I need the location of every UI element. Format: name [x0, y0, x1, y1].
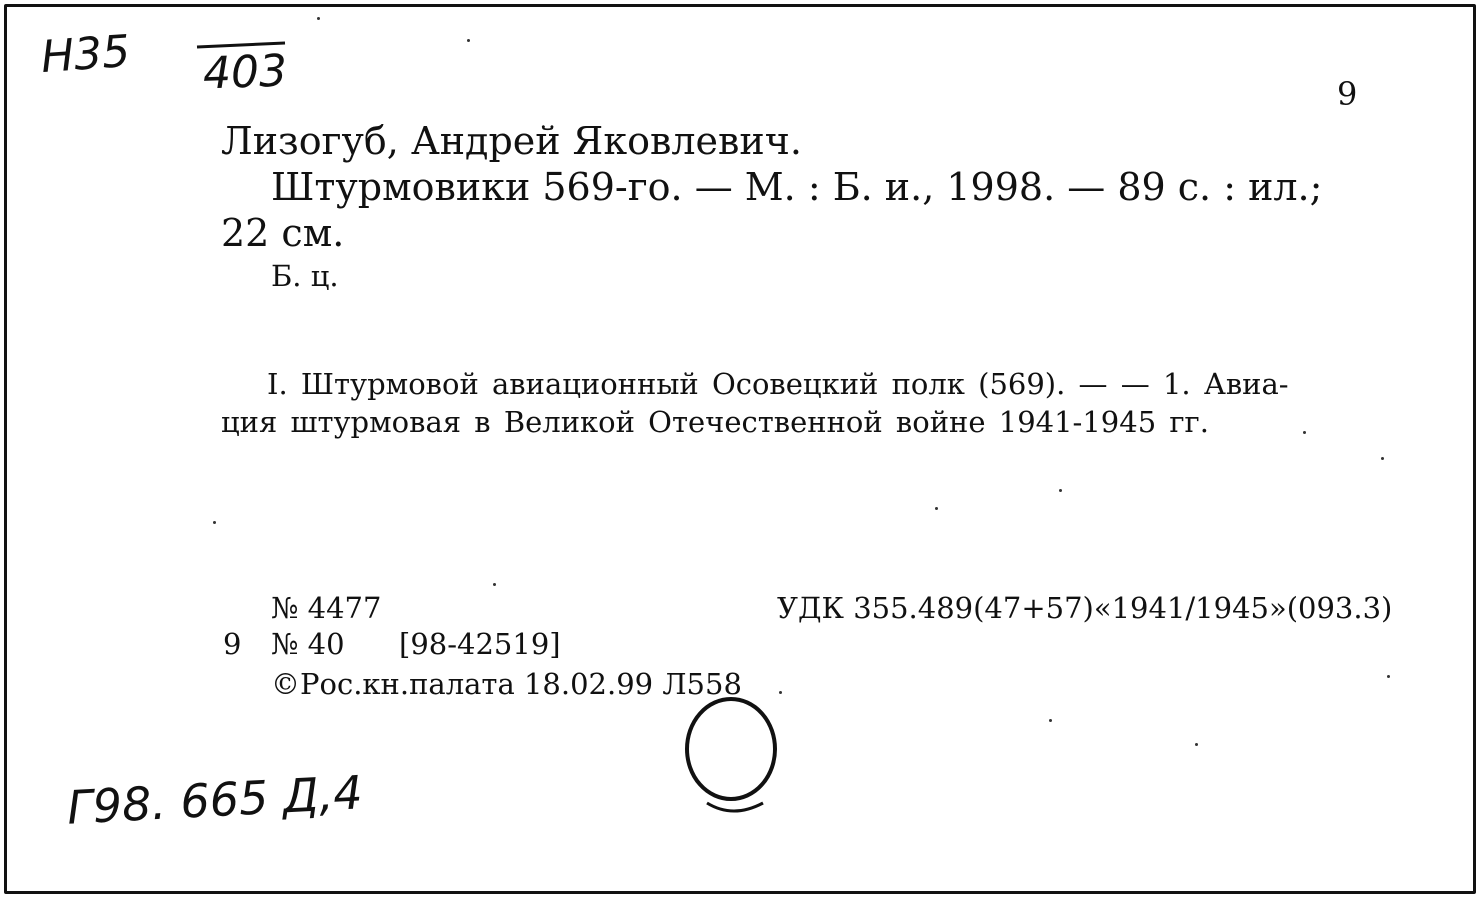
handwritten-shelf-mark: Н35	[39, 25, 132, 84]
scan-speck	[935, 507, 938, 510]
hole-punch-shadow	[707, 803, 763, 811]
scan-speck	[779, 691, 782, 694]
scan-speck	[1387, 675, 1390, 678]
price-line: Б. ц.	[271, 259, 339, 293]
subject-heading-line-2: ция штурмовая в Великой Отечественной войне 1941-1945 гг.	[221, 405, 1209, 439]
card-number: 9	[1337, 75, 1358, 113]
scan-speck	[213, 521, 216, 524]
shelf-digit: 9	[223, 627, 242, 661]
scan-speck	[1049, 719, 1052, 722]
handwritten-fraction: 403	[202, 45, 288, 100]
card-overlay	[7, 7, 1473, 891]
size-line: 22 см.	[221, 211, 345, 255]
scan-speck	[1303, 431, 1306, 434]
title-publication-line: Штурмовики 569-го. — М. : Б. и., 1998. — 89 с. : ил.;	[271, 165, 1323, 209]
copyright-line: ©Рос.кн.палата 18.02.99 Л558	[271, 667, 742, 701]
scan-speck	[1195, 743, 1198, 746]
scan-speck	[467, 39, 470, 42]
hole-punch-circle	[687, 699, 775, 799]
record-number: № 4477	[271, 591, 382, 625]
issue-number: № 40	[271, 627, 345, 661]
udk-classification: УДК 355.489(47+57)«1941/1945»(093.3)	[777, 591, 1393, 625]
registry-number: [98-42519]	[399, 627, 561, 661]
author-heading: Лизогуб, Андрей Яковлевич.	[221, 119, 802, 163]
subject-heading-line-1: I. Штурмовой авиационный Осовецкий полк (569). — — 1. Авиа-	[267, 367, 1289, 401]
scan-speck	[317, 17, 320, 20]
catalog-card	[4, 4, 1476, 894]
overline-stroke	[197, 43, 285, 47]
handwritten-call-number: Г98. 665 Д,4	[65, 765, 364, 835]
scan-speck	[493, 583, 496, 586]
scan-speck	[1059, 489, 1062, 492]
scan-speck	[1381, 457, 1384, 460]
